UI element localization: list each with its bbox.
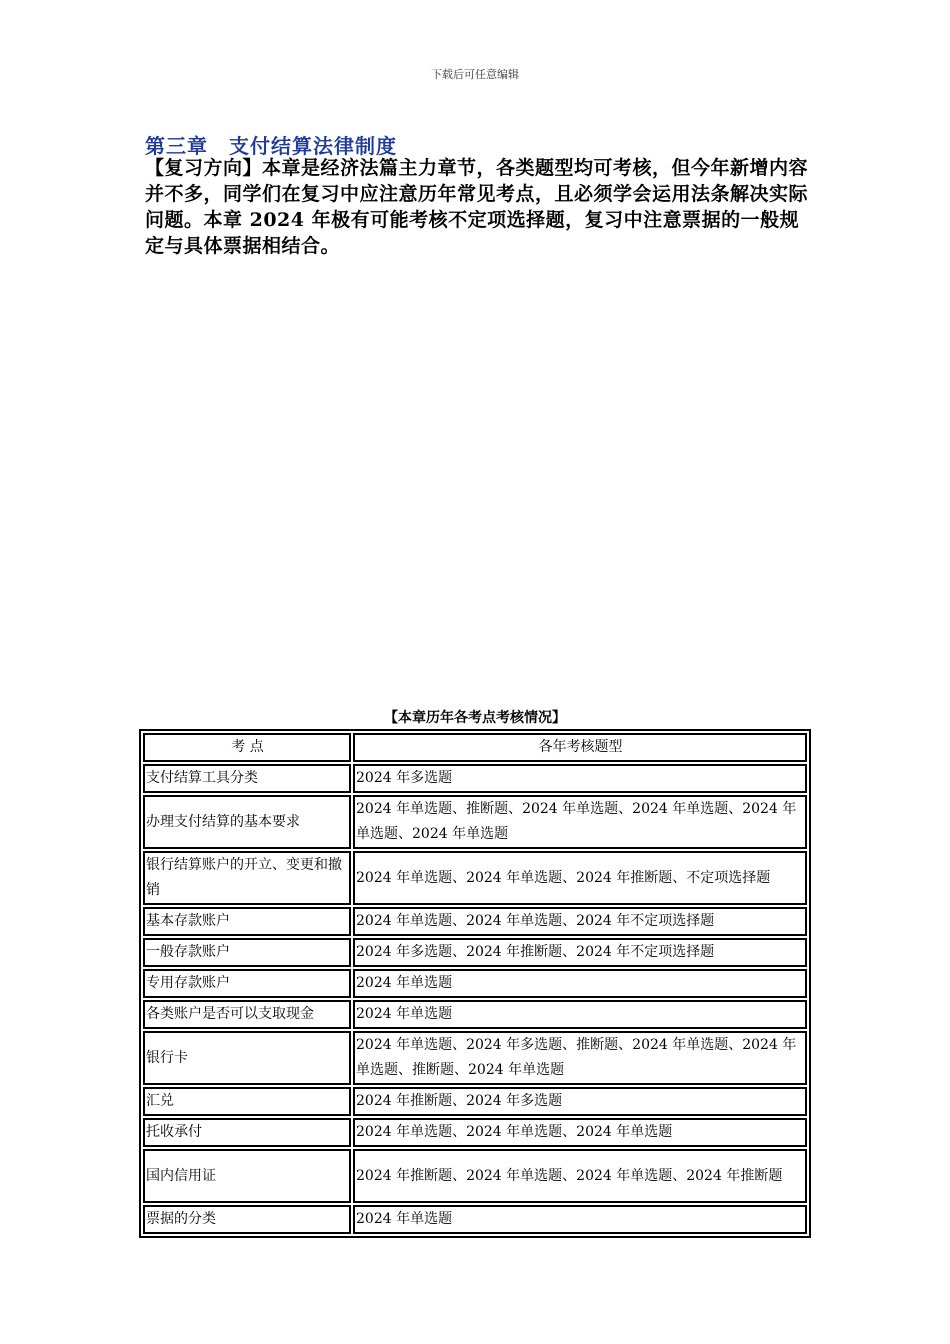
topic-cell: 专用存款账户 [143,969,351,998]
table-row [143,1118,807,1147]
topic-cell: 支付结算工具分类 [143,764,351,793]
table-row [143,1205,807,1234]
exam-types-cell: 2024 年单选题 [353,1205,807,1234]
table-row [143,907,807,936]
table-row [143,764,807,793]
chapter-intro: 【复习方向】本章是经济法篇主力章节，各类题型均可考核，但今年新增内容并不多，同学们在复习中应注意历年常见考点，且必须学会运用法条解决实际问题。本章 2024 年极有可能考核不定项选择题，复习中注意票据的一般规定与具体票据相结合。 [145,157,809,257]
header-note: 下载后可任意编辑 [431,68,519,81]
exam-types-cell: 2024 年多选题、2024 年推断题、2024 年不定项选择题 [353,938,807,967]
topic-cell: 票据的分类 [143,1205,351,1234]
topic-cell: 各类账户是否可以支取现金 [143,1000,351,1029]
table-caption: 【本章历年各考点考核情况】 [384,710,566,726]
topic-cell: 银行卡 [143,1031,351,1085]
table-row [143,969,807,998]
exam-types-cell: 2024 年单选题、2024 年单选题、2024 年不定项选择题 [353,907,807,936]
topic-cell: 办理支付结算的基本要求 [143,795,351,849]
table-row [143,795,807,849]
table-row [143,1087,807,1116]
topic-cell: 国内信用证 [143,1149,351,1203]
exam-types-cell: 2024 年推断题、2024 年单选题、2024 年单选题、2024 年推断题 [353,1149,807,1203]
exam-types-cell: 2024 年单选题 [353,969,807,998]
topic-cell: 一般存款账户 [143,938,351,967]
exam-topics-table [139,729,811,1238]
chapter-title: 第三章 支付结算法律制度 [145,134,397,158]
exam-types-cell: 2024 年单选题 [353,1000,807,1029]
topic-cell: 托收承付 [143,1118,351,1147]
exam-types-cell: 2024 年单选题、2024 年单选题、2024 年推断题、不定项选择题 [353,851,807,905]
topic-cell: 银行结算账户的开立、变更和撤销 [143,851,351,905]
exam-types-cell: 2024 年单选题、2024 年单选题、2024 年单选题 [353,1118,807,1147]
table-header-row [143,733,807,762]
table-row [143,938,807,967]
table-row [143,1149,807,1203]
header-topic: 考 点 [143,733,351,762]
table-row [143,1000,807,1029]
table-row [143,1031,807,1085]
exam-types-cell: 2024 年推断题、2024 年多选题 [353,1087,807,1116]
exam-types-cell: 2024 年单选题、推断题、2024 年单选题、2024 年单选题、2024 年单选题、2024 年单选题 [353,795,807,849]
topic-cell: 基本存款账户 [143,907,351,936]
exam-types-cell: 2024 年单选题、2024 年多选题、推断题、2024 年单选题、2024 年单选题、推断题、2024 年单选题 [353,1031,807,1085]
exam-types-cell: 2024 年多选题 [353,764,807,793]
table-row [143,851,807,905]
header-types: 各年考核题型 [353,733,807,762]
topic-cell: 汇兑 [143,1087,351,1116]
